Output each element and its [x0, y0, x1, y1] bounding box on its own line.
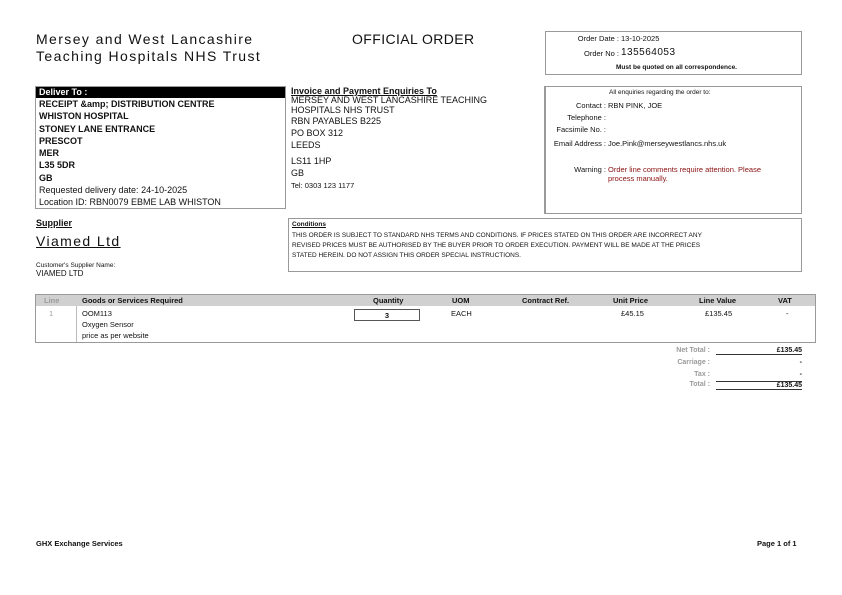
col-header-uom: UOM: [452, 296, 470, 305]
deliver-to-box: [35, 86, 286, 209]
row-vat: -: [786, 309, 789, 318]
carriage-label: Carriage :: [677, 359, 710, 366]
deliver-line: L35 5DR: [39, 160, 76, 171]
invoice-heading: Invoice and Payment Enquiries To: [291, 86, 437, 96]
net-total-label: Net Total :: [676, 347, 710, 354]
conditions-heading: Conditions: [292, 221, 326, 228]
net-total-value: £135.45: [716, 347, 802, 355]
col-header-contract-ref: Contract Ref.: [522, 296, 570, 305]
col-header-line-value: Line Value: [699, 296, 737, 305]
row-line-value: £135.45: [705, 309, 733, 318]
order-date-value: 13-10-2025: [621, 34, 660, 43]
row-uom: EACH: [451, 309, 472, 318]
invoice-box: [288, 86, 545, 214]
contact-value: RBN PINK, JOE: [608, 101, 663, 110]
customer-supplier-label: Customer's Supplier Name:: [36, 262, 116, 269]
order-info-box: [545, 31, 802, 75]
order-date-label: Order Date :: [577, 34, 619, 43]
footer-left: GHX Exchange Services: [36, 539, 123, 548]
email-value[interactable]: Joe.Pink@merseywestlancs.nhs.uk: [608, 139, 727, 148]
supplier-name: Viamed Ltd: [36, 233, 121, 249]
customer-supplier-name: VIAMED LTD: [36, 269, 84, 278]
order-no-value: 135564053: [621, 47, 676, 58]
warning-text-1: Order line comments require attention. Please: [608, 165, 761, 174]
col-header-quantity: Quantity: [373, 296, 404, 305]
supplier-heading: Supplier: [36, 218, 73, 228]
col-header-line: Line: [44, 296, 60, 305]
col-header-unit-price: Unit Price: [613, 296, 649, 305]
warning-text-2: process manually.: [608, 174, 668, 183]
deliver-line: RECEIPT &amp; DISTRIBUTION CENTRE: [39, 99, 215, 109]
order-no-label: Order No :: [583, 49, 619, 58]
org-line-1: Mersey and West Lancashire: [36, 31, 254, 47]
conditions-line: THIS ORDER IS SUBJECT TO STANDARD NHS TERMS AND CONDITIONS. IF PRICES STATED ON THIS ORDER ARE INCORRECT ANY: [292, 232, 702, 239]
conditions-box: [288, 218, 802, 272]
document-title: OFFICIAL ORDER: [352, 31, 475, 47]
invoice-line: PO BOX 312: [291, 128, 344, 139]
total-value: £135.45: [716, 381, 802, 390]
row-divider: [76, 306, 77, 342]
organisation-name: [36, 31, 261, 65]
invoice-line: RBN PAYABLES B225: [291, 116, 382, 126]
row-item-note: price as per website: [82, 331, 149, 340]
warning-label: Warning :: [574, 165, 606, 174]
email-label: Email Address :: [553, 139, 606, 148]
conditions-line: REVISED PRICES MUST BE AUTHORISED BY THE BUYER PRIOR TO ORDER EXECUTION. PAYMENT WILL BE MADE AT THE PRICES: [292, 242, 701, 249]
total-label: Total :: [689, 381, 710, 388]
row-line-number: 1: [49, 309, 54, 318]
tax-label: Tax :: [694, 371, 710, 378]
deliver-line: GB: [39, 172, 53, 183]
requested-delivery-date: Requested delivery date: 24-10-2025: [39, 185, 188, 196]
deliver-to-heading: Deliver To :: [36, 87, 285, 98]
deliver-line: PRESCOT: [39, 135, 83, 146]
deliver-line: WHISTON HOSPITAL: [39, 111, 129, 122]
tax-value: -: [799, 371, 802, 378]
table-row: [36, 306, 815, 342]
fax-label: Facsimile No. :: [556, 125, 606, 134]
page-number: Page 1 of 1: [757, 539, 797, 548]
row-item-desc: Oxygen Sensor: [82, 320, 134, 329]
invoice-telephone: Tel: 0303 123 1177: [291, 181, 355, 191]
row-unit-price: £45.15: [621, 309, 644, 318]
contact-note: All enquiries regarding the order to:: [609, 89, 711, 96]
location-id: Location ID: RBN0079 EBME LAB WHISTON: [39, 197, 221, 208]
carriage-value: -: [799, 359, 802, 366]
conditions-line: STATED HEREIN. DO NOT ASSIGN THIS ORDER SPECIAL INSTRUCTIONS.: [292, 252, 521, 259]
row-quantity: 3: [354, 309, 420, 321]
row-item-code: OOM113: [82, 309, 112, 318]
items-table-box: [35, 294, 816, 343]
invoice-line: MERSEY AND WEST LANCASHIRE TEACHING: [291, 95, 488, 105]
deliver-line: STONEY LANE ENTRANCE: [39, 123, 156, 134]
contact-box: [545, 86, 802, 214]
col-header-vat: VAT: [778, 296, 792, 305]
col-header-goods: Goods or Services Required: [82, 296, 183, 305]
invoice-line: GB: [291, 167, 305, 178]
invoice-line: HOSPITALS NHS TRUST: [291, 104, 395, 115]
org-line-2: Teaching Hospitals NHS Trust: [36, 48, 262, 64]
deliver-line: MER: [39, 148, 59, 159]
invoice-line: LS11 1HP: [291, 155, 332, 166]
telephone-label: Telephone :: [567, 113, 606, 122]
invoice-line: LEEDS: [291, 140, 321, 151]
order-note: Must be quoted on all correspondence.: [616, 64, 737, 71]
contact-label: Contact :: [575, 101, 606, 110]
